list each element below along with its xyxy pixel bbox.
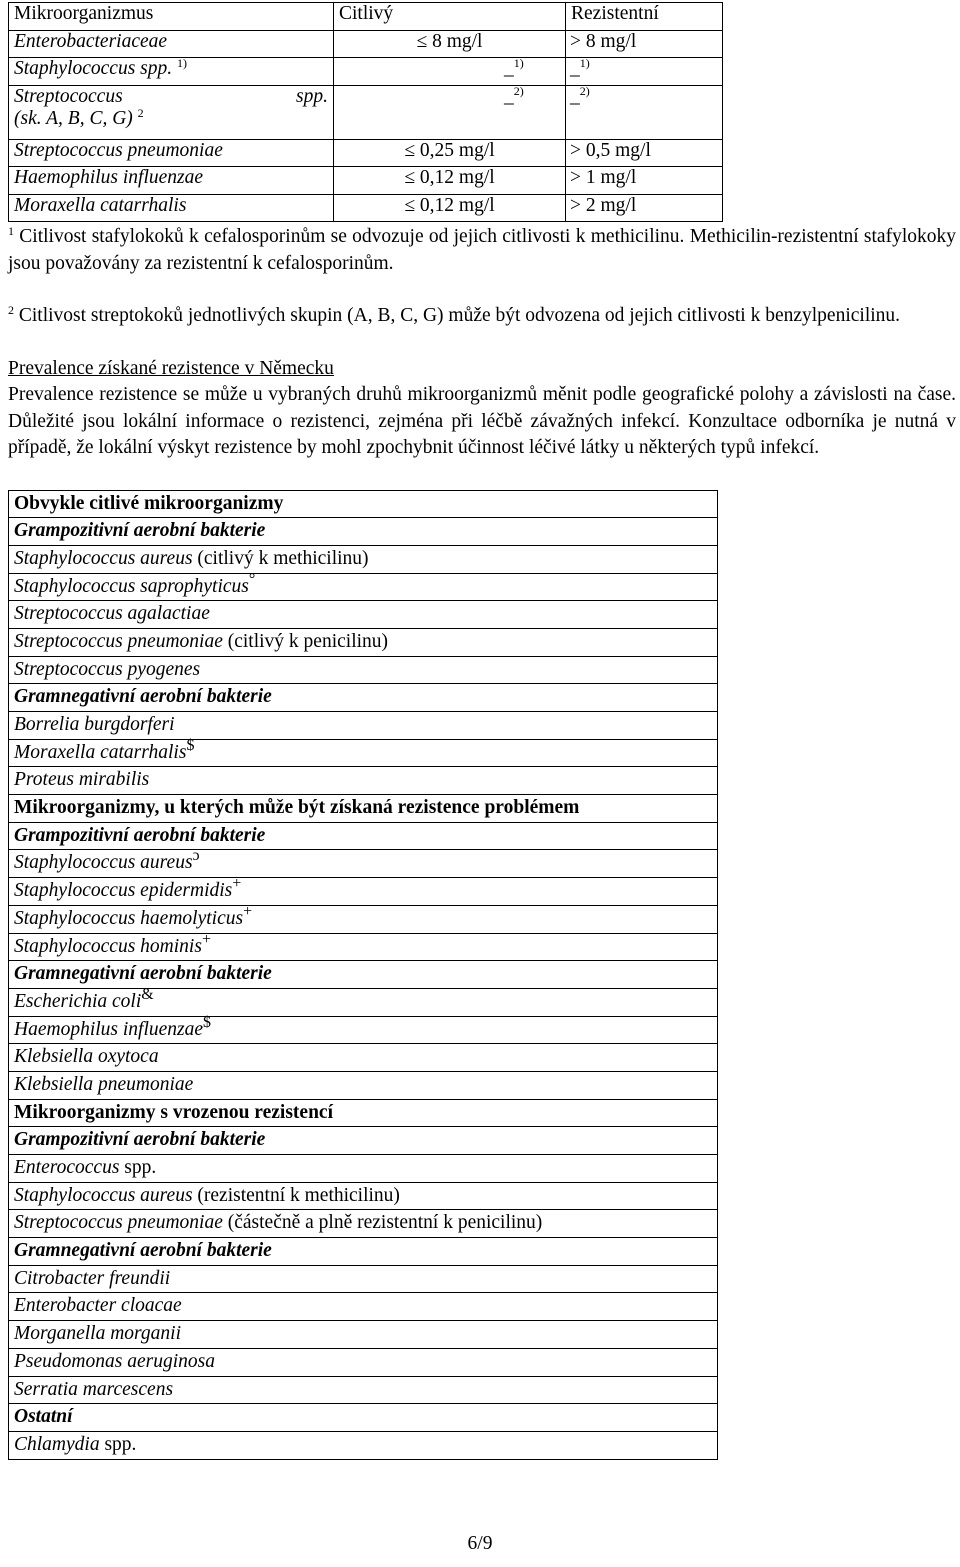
sensitive-cell [334,85,566,139]
dash-value: _ [504,58,514,79]
table-row [9,878,718,906]
table-cell [9,518,718,546]
qualifier-text: spp. [99,1433,137,1455]
document-page [8,2,956,1460]
footnote-marker: 1) [177,56,188,70]
group-label: Ostatní [14,1406,73,1428]
section-heading: Prevalence získané rezistence v Německu [8,357,334,379]
table-cell [9,985,718,1016]
table-cell [9,570,718,601]
organism-name: Staphylococcus aureus [14,852,193,874]
table-cell [9,1348,718,1376]
table-row [9,933,718,961]
table-row [9,1044,718,1072]
page-number: 6/9 [467,1533,493,1554]
group-label: Gramnegativní aerobní bakterie [14,963,272,985]
header-cell-sensitive: Citlivý [334,3,566,31]
organism-name: Serratia marcescens [14,1378,174,1400]
organism-name: Borrelia burgdorferi [14,714,175,735]
table-cell [9,961,718,989]
organism-name: Haemophilus influenzae [14,1018,204,1040]
organism-name: Staphylococcus aureus [14,1184,193,1206]
organism-name: Staphylococcus aureus [14,547,193,569]
organism-name: Enterobacter cloacae [14,1295,182,1317]
table-row [9,1099,718,1127]
footnote-marker: $ [186,736,195,754]
footnote-marker: 2) [513,83,524,98]
organism-groups: (sk. A, B, C, G) [14,107,133,129]
prevalence-paragraph: Prevalence rezistence se může u vybraných druhů mikroorganizmů měnit podle geografické polohy a závislosti na čase. Důležité jsou lokální informace o rezistenci, zejména při léčbě závažných infekcí. Konzultace odborníka je nutná v případě, že lokální výskyt rezistence by mohl zpochybnit účinnost léčivé látky u některých typů infekcí. [8,384,956,458]
sensitive-cell: ≤ 0,12 mg/l [334,167,566,195]
sensitive-cell: ≤ 0,25 mg/l [334,139,566,167]
table-cell [9,930,718,961]
dash-value: _ [570,58,580,79]
organism-cell: Haemophilus influenzae [9,167,334,195]
table-row [9,1016,718,1044]
table-row [9,795,718,823]
footnote-marker: ° [248,570,256,588]
table-row [9,30,723,58]
table-cell [9,1210,718,1238]
table-cell [9,656,718,684]
dash-value: _ [504,85,514,107]
organism-name: Chlamydia [14,1433,100,1455]
footnote-marker: 1) [579,56,590,70]
footnote-marker: 1) [513,56,524,70]
organism-name: Streptococcus pneumoniae [14,630,223,652]
table-cell [9,1155,718,1183]
section-label: Obvykle citlivé mikroorganizmy [14,492,284,514]
organism-line-2 [14,105,328,130]
table-cell [9,1431,718,1459]
group-label: Gramnegativní aerobní bakterie [14,686,272,708]
table-cell [9,795,718,823]
table-row [9,739,718,767]
table-row [9,822,718,850]
susceptibility-table-body [9,490,718,1459]
table-row [9,518,718,546]
table-row [9,1293,718,1321]
table-row [9,1376,718,1404]
resistant-cell: > 1 mg/l [566,167,723,195]
table-row [9,628,718,656]
resistant-cell [566,85,723,139]
table-cell [9,847,718,878]
sensitive-cell: ≤ 0,12 mg/l [334,194,566,222]
table-row [9,1265,718,1293]
table-row [9,684,718,712]
organism-line-1 [14,86,328,108]
table-row [9,139,723,167]
table-cell [9,628,718,656]
organism-name: Proteus mirabilis [14,769,150,791]
table-row [9,767,718,795]
group-label: Grampozitivní aerobní bakterie [14,824,266,846]
footnote-marker: + [201,930,211,948]
organism-genus: Streptococcus [14,85,123,107]
table-cell [9,712,718,740]
table-row [9,573,718,601]
organism-name: Escherichia coli [14,990,142,1012]
table-row [9,1155,718,1183]
table-cell [9,902,718,933]
table-row [9,905,718,933]
qualifier-text: spp. [119,1157,157,1178]
table-row [9,490,718,518]
organism-name: Citrobacter freundii [14,1267,171,1289]
group-label: Grampozitivní aerobní bakterie [14,1129,266,1151]
organism-name: Pseudomonas aeruginosa [14,1350,215,1372]
organism-name: Klebsiella pneumoniae [14,1073,194,1095]
organism-cell: Enterobacteriaceae [9,30,334,58]
footnote-text: Citlivost stafylokoků k cefalosporinům se odvozuje od jejich citlivosti k methicilinu. Methicilin-rezistentní stafylokoky jsou považovány za rezistentní k cefalosporinům. [8,226,956,274]
qualifier-text: (citlivý k penicilinu) [222,630,389,652]
table-row [9,850,718,878]
table-row [9,988,718,1016]
sensitive-cell: ≤ 8 mg/l [334,30,566,58]
breakpoint-table [8,2,723,222]
group-label: Gramnegativní aerobní bakterie [14,1240,272,1262]
organism-spp: spp. [296,85,328,107]
organism-name: Staphylococcus hominis [14,935,202,957]
organism-name: Streptococcus pneumoniae [14,1212,223,1234]
table-cell [9,1099,718,1127]
footnote-marker: 2) [579,83,590,98]
susceptibility-table [8,490,718,1460]
table-row [9,1182,718,1210]
resistant-cell [566,58,723,86]
table-row [9,194,723,222]
organism-name: Staphylococcus epidermidis [14,880,233,902]
sensitive-cell [334,58,566,86]
organism-name: Morganella morganii [14,1323,182,1345]
dash-value: _ [570,85,580,107]
organism-name: Staphylococcus spp. [14,58,173,79]
footnote-text: Citlivost streptokoků jednotlivých skupin (A, B, C, G) může být odvozena od jejich citlivosti k benzylpenicilinu. [18,305,901,326]
footnote-marker: + [243,902,253,920]
table-cell [9,767,718,795]
organism-name: Moraxella catarrhalis [14,741,187,763]
table-row [9,961,718,989]
table-row [9,167,723,195]
qualifier-text: (rezistentní k methicilinu) [192,1184,400,1206]
table-header-row [9,3,723,31]
table-cell [9,601,718,629]
table-row [9,1127,718,1155]
resistant-cell: > 2 mg/l [566,194,723,222]
organism-name: Streptococcus pyogenes [14,658,201,680]
table-row [9,1404,718,1432]
table-row [9,656,718,684]
table-cell [9,545,718,573]
footnote-2 [8,303,956,330]
table-row [9,1321,718,1349]
group-label: Grampozitivní aerobní bakterie [14,520,266,542]
organism-name: Klebsiella oxytoca [14,1046,159,1068]
table-cell [9,736,718,767]
table-cell [9,1013,718,1044]
qualifier-text: (citlivý k methicilinu) [192,547,369,569]
organism-cell: Moraxella catarrhalis [9,194,334,222]
table-row [9,1071,718,1099]
table-cell [9,1182,718,1210]
table-row [9,1431,718,1459]
footnote-number: 2 [8,303,14,317]
organism-name: Streptococcus agalactiae [14,603,210,625]
header-cell-organism: Mikroorganizmus [9,3,334,31]
table-cell [9,875,718,906]
table-cell [9,684,718,712]
table-cell [9,1127,718,1155]
table-row [9,712,718,740]
header-cell-resistant: Rezistentní [566,3,723,31]
resistant-cell: > 0,5 mg/l [566,139,723,167]
footnote-marker: + [232,875,242,893]
table-cell [9,1376,718,1404]
footnote-1 [8,224,956,277]
table-row [9,601,718,629]
section-label: Mikroorganizmy, u kterých může být získaná rezistence problémem [14,797,580,819]
table-cell [9,1238,718,1266]
footnote-marker: & [141,985,154,1003]
footnote-marker: ɔ [192,847,200,865]
table-cell [9,1044,718,1072]
table-cell [9,1071,718,1099]
table-cell [9,490,718,518]
table-row [9,1238,718,1266]
table-cell [9,1293,718,1321]
table-row [9,545,718,573]
footnote-marker: 2 [137,105,144,120]
footnote-number: 1 [8,224,14,238]
table-cell [9,1321,718,1349]
section-label: Mikroorganizmy s vrozenou rezistencí [14,1101,333,1123]
organism-name: Staphylococcus haemolyticus [14,907,244,929]
resistant-cell: > 8 mg/l [566,30,723,58]
organism-cell: Streptococcus pneumoniae [9,139,334,167]
footnote-marker: $ [203,1013,212,1031]
organism-cell [9,58,334,86]
qualifier-text: (částečně a plně rezistentní k penicilinu) [222,1212,543,1234]
table-row [9,1210,718,1238]
organism-name: Enterococcus [14,1157,120,1178]
table-cell [9,1265,718,1293]
organism-cell [9,85,334,139]
table-row [9,85,723,139]
table-row [9,1348,718,1376]
organism-name: Staphylococcus saprophyticus [14,575,249,597]
table-row [9,58,723,86]
table-cell [9,822,718,850]
table-cell [9,1404,718,1432]
